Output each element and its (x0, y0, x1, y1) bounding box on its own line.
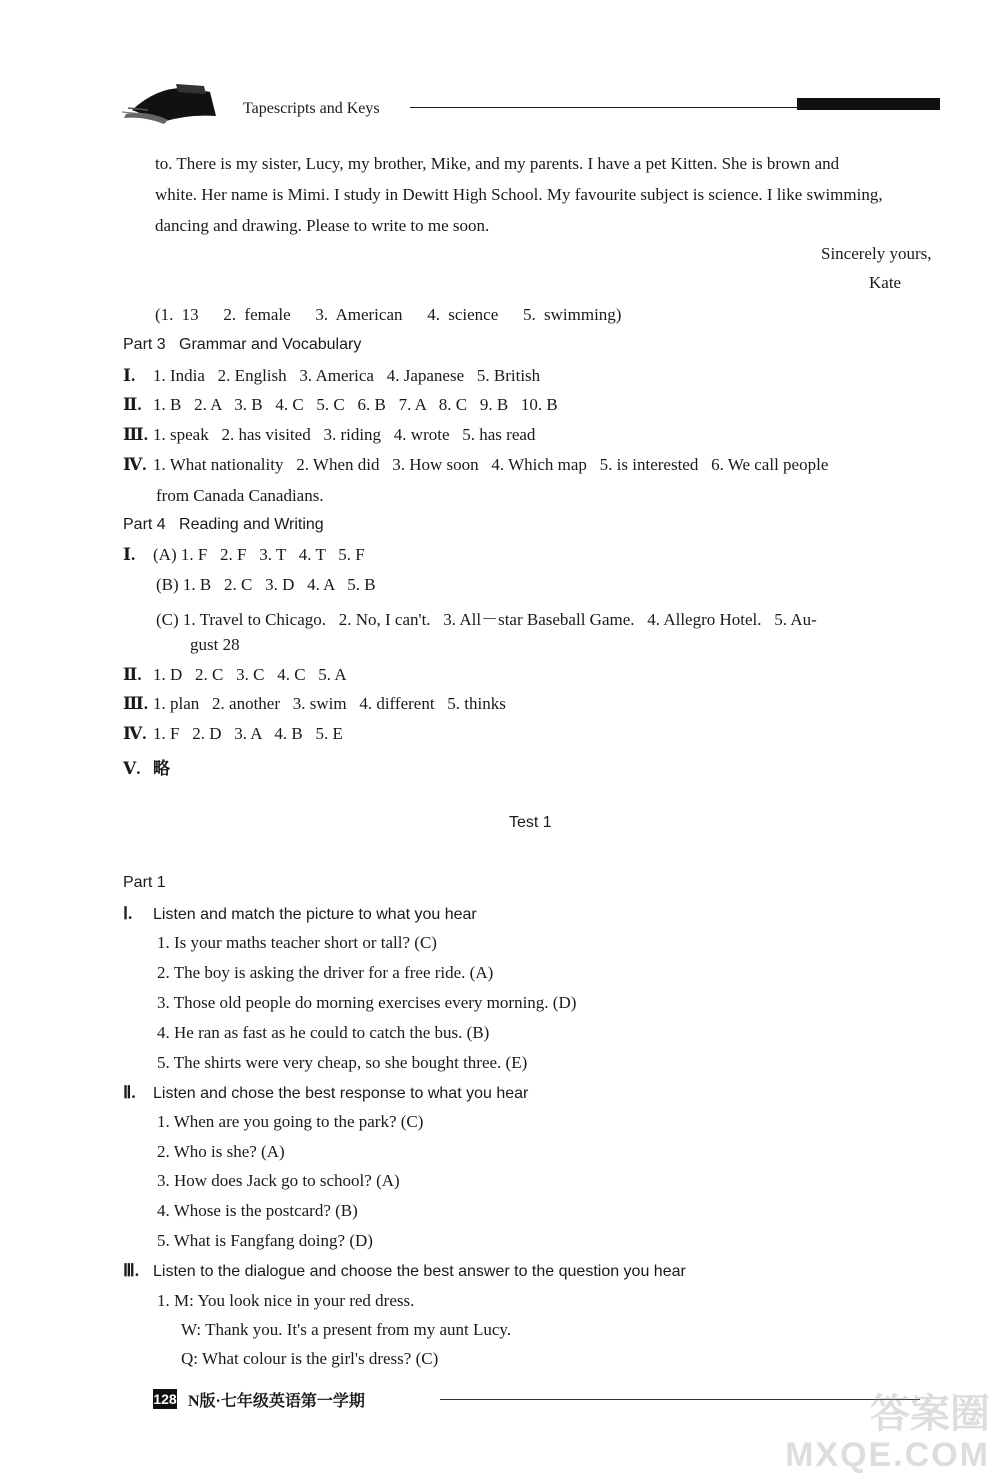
roman-numeral: Ⅲ. (123, 694, 148, 713)
section-2-item-5: 5. What is Fangfang doing? (D) (157, 1231, 373, 1250)
roman-numeral: Ⅱ. (123, 1083, 136, 1102)
part3-item-4 (123, 455, 828, 475)
header-bar (797, 98, 940, 110)
item-text: 1. India 2. English 3. America 4. Japanese 5. British (153, 366, 541, 385)
section-2-item-3: 3. How does Jack go to school? (A) (157, 1171, 400, 1190)
letter-line-2: white. Her name is Mimi. I study in Dewitt High School. My favourite subject is science. I like swimming, (155, 185, 883, 204)
roman-numeral: Ⅱ. (123, 395, 142, 414)
letter-signature: Kate (869, 273, 902, 292)
part4-item-3 (123, 694, 506, 714)
item-text: 1. plan 2. another 3. swim 4. different 5. thinks (153, 694, 506, 713)
letter-line-1: to. There is my sister, Lucy, my brother, Mike, and my parents. I have a pet Kitten. She is brown and (155, 154, 840, 173)
section-title: Listen and match the picture to what you hear (153, 906, 477, 923)
section-title: Listen and chose the best response to what you hear (153, 1085, 529, 1102)
watermark-en: MXQE.COM (785, 1436, 990, 1474)
letter-closing: Sincerely yours, (821, 244, 932, 263)
part4-item-1b: (B) 1. B 2. C 3. D 4. A 5. B (156, 575, 376, 594)
answers-line: (1. 13 2. female 3. American 4. science 5. swimming) (155, 305, 622, 324)
watermark-cn: 答案圈 (870, 1391, 990, 1437)
part4-item-1c: (C) 1. Travel to Chicago. 2. No, I can't. 3. All－star Baseball Game. 4. Allegro Hotel. 5. Au- (156, 610, 817, 629)
item-text: 1. speak 2. has visited 3. riding 4. wrote 5. has read (153, 425, 536, 444)
header-title: Tapescripts and Keys (243, 100, 380, 117)
section-title: Listen to the dialogue and choose the best answer to the question you hear (153, 1263, 686, 1280)
test-title: Test 1 (509, 814, 552, 831)
page-number: 128 (153, 1391, 177, 1407)
item-text: 1. F 2. D 3. A 4. B 5. E (153, 724, 343, 743)
part3-item-3 (123, 425, 535, 445)
roman-numeral: Ⅰ. (123, 366, 136, 385)
roman-numeral: Ⅱ. (123, 665, 142, 684)
section-1-item-3: 3. Those old people do morning exercises every morning. (D) (157, 993, 577, 1012)
footer-title: N版·七年级英语第一学期 (188, 1393, 365, 1410)
section-2-item-4: 4. Whose is the postcard? (B) (157, 1201, 358, 1220)
section-1-item-2: 2. The boy is asking the driver for a free ride. (A) (157, 963, 494, 982)
dialogue-line-3: Q: What colour is the girl's dress? (C) (181, 1349, 439, 1368)
part3-item-1 (123, 366, 540, 386)
section-2-item-1: 1. When are you going to the park? (C) (157, 1112, 424, 1131)
part3-item-2 (123, 395, 558, 415)
section-1-heading (123, 904, 477, 924)
roman-numeral: Ⅰ. (123, 904, 133, 923)
item-text: 1. What nationality 2. When did 3. How soon 4. Which map 5. is interested 6. We call people (153, 455, 829, 474)
test-part-heading: Part 1 (123, 874, 166, 891)
part4-item-5 (123, 754, 170, 779)
roman-numeral: Ⅲ. (123, 1261, 139, 1280)
header-book-logo-icon (118, 80, 222, 128)
part4-item-1c-cont: gust 28 (190, 635, 240, 654)
roman-numeral: Ⅲ. (123, 425, 148, 444)
part3-heading: Part 3 Grammar and Vocabulary (123, 336, 362, 353)
dialogue-line-1: 1. M: You look nice in your red dress. (157, 1291, 415, 1310)
roman-numeral: Ⅰ. (123, 545, 136, 564)
roman-numeral: Ⅳ. (123, 724, 147, 743)
item-text: 1. B 2. A 3. B 4. C 5. C 6. B 7. A 8. C 9. B 10. B (153, 395, 558, 414)
part4-item-1a (123, 545, 365, 565)
part4-item-4 (123, 724, 343, 744)
watermark (740, 1392, 990, 1477)
section-2-item-2: 2. Who is she? (A) (157, 1142, 285, 1161)
section-1-item-1: 1. Is your maths teacher short or tall? (C) (157, 933, 437, 952)
header-rule (410, 107, 800, 108)
item-text: (A) 1. F 2. F 3. T 4. T 5. F (153, 545, 365, 564)
section-1-item-5: 5. The shirts were very cheap, so she bought three. (E) (157, 1053, 528, 1072)
item-text: 略 (153, 759, 170, 778)
section-1-item-4: 4. He ran as fast as he could to catch the bus. (B) (157, 1023, 490, 1042)
dialogue-line-2: W: Thank you. It's a present from my aunt Lucy. (181, 1320, 512, 1339)
part4-heading: Part 4 Reading and Writing (123, 516, 324, 533)
letter-line-3: dancing and drawing. Please to write to me soon. (155, 216, 490, 235)
roman-numeral: Ⅴ. (123, 759, 141, 778)
section-3-heading (123, 1261, 686, 1281)
part4-item-2 (123, 665, 347, 685)
roman-numeral: Ⅳ. (123, 455, 147, 474)
part3-item-4-cont: from Canada Canadians. (156, 486, 324, 505)
section-2-heading (123, 1083, 528, 1103)
item-text: 1. D 2. C 3. C 4. C 5. A (153, 665, 347, 684)
